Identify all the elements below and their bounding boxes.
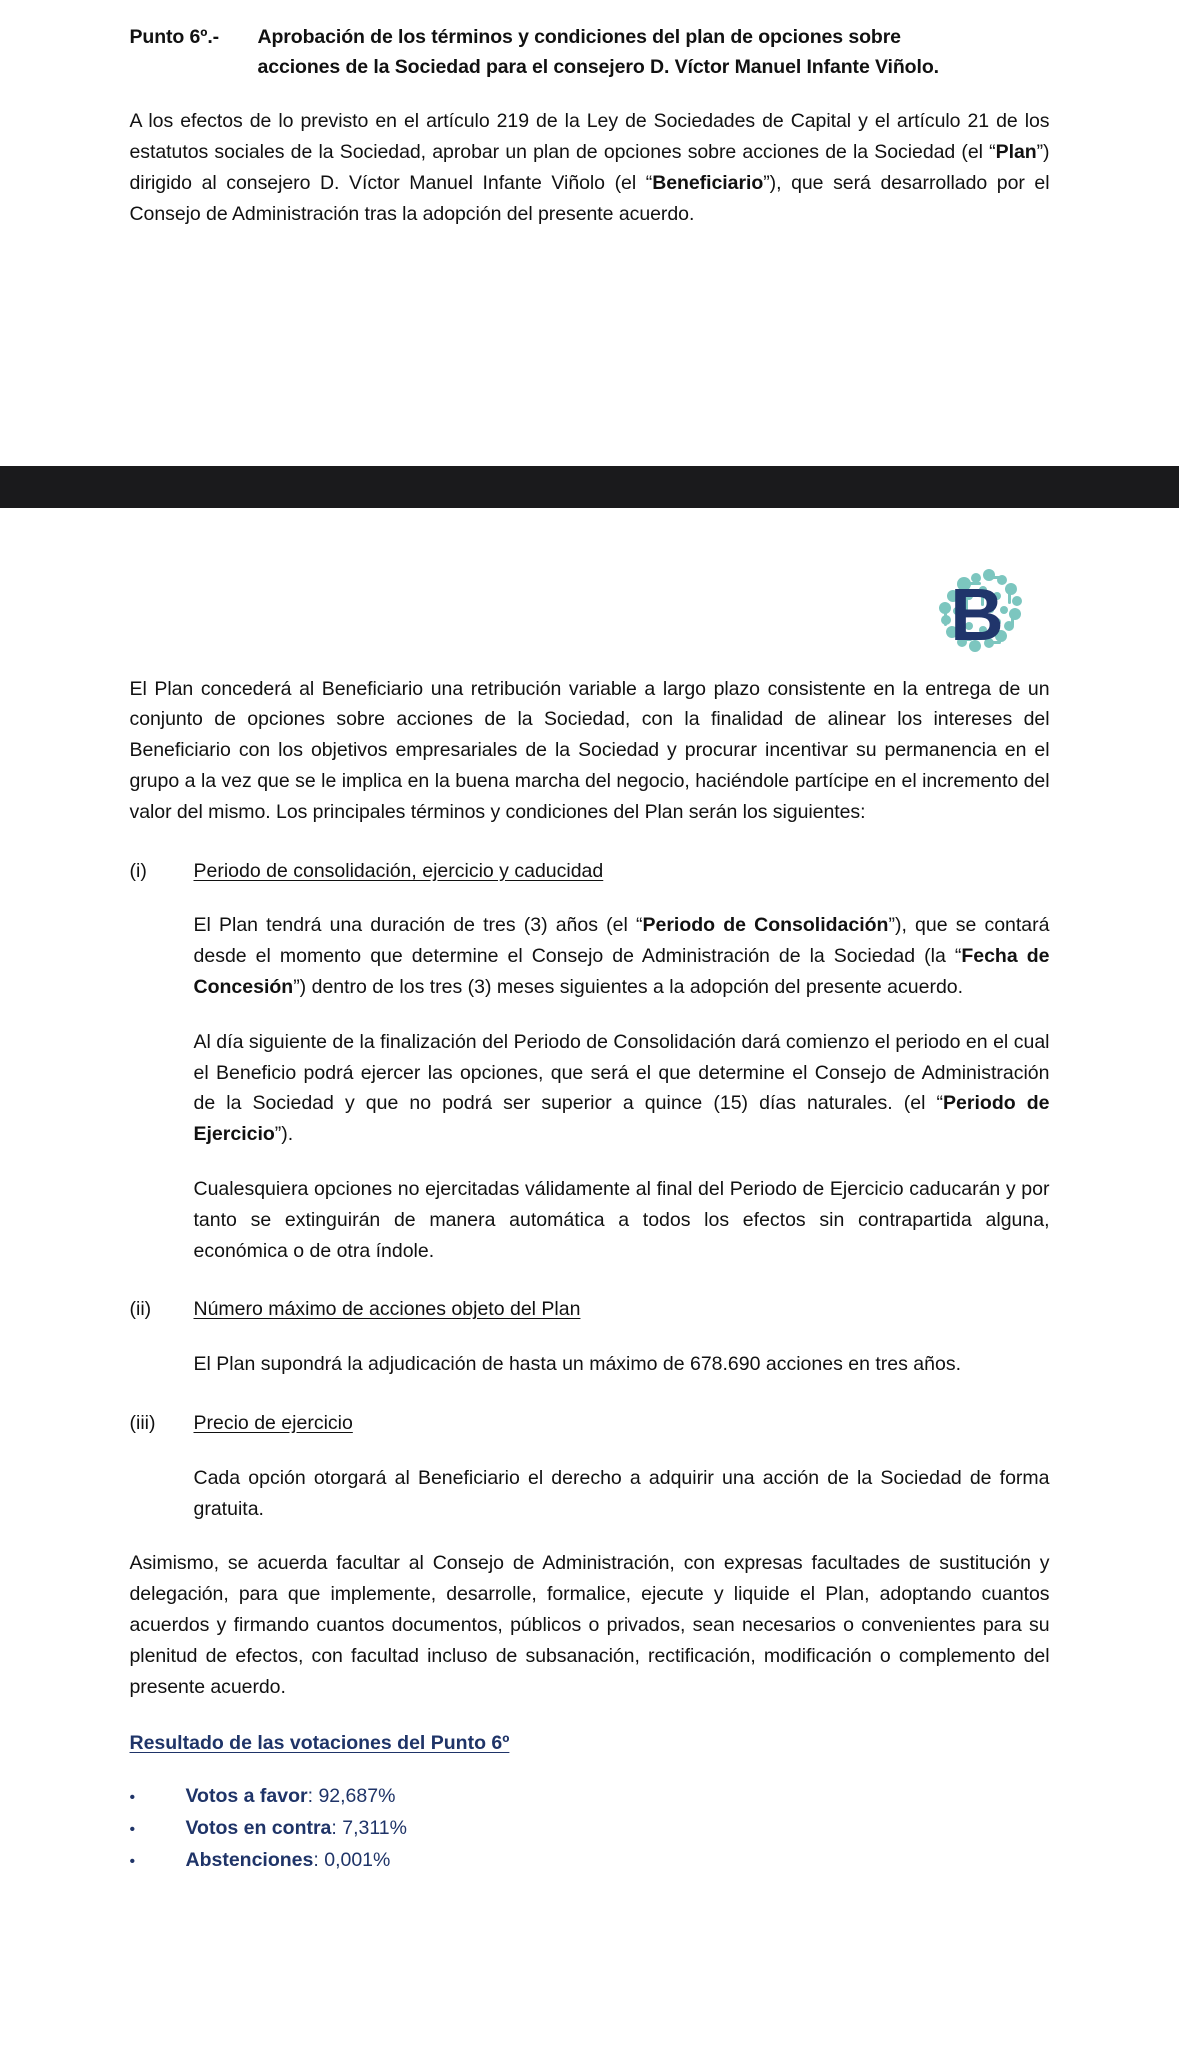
intro-part-3: ”), que será desarrollado por el Consejo de Administración tras la adopción del presente acuerdo. [129,172,1050,225]
bullet-icon: • [129,1820,136,1838]
closing-paragraph: Asimismo, se acuerda facultar al Consejo de Administración, con expresas facultades de sustitución y delegación, para que implemente, desarrolle, formalice, ejecute y liquide el Plan, adoptando cuantos acuerdos y firmando cuantos documentos, públicos o privados, sean necesarios o convenientes para su plenitud de efectos, con facultad incluso de subsanación, rectificación, modificación o complemento del presente acuerdo. [129,1552,1050,1698]
vote-value-contra: 7,311% [342,1816,407,1839]
intro-part-2: ”) dirigido al consejero D. Víctor Manuel Infante Viñolo (el “ [129,141,1050,195]
clause-i-title: Periodo de consolidación, ejercicio y caducidad [193,859,604,882]
term-periodo-consolidacion: Periodo de Consolidación [642,914,889,937]
vote-separator-abstenciones: : [313,1848,325,1871]
intro-paragraph [130,106,1050,229]
clause-i-paragraph-2 [194,1027,1050,1150]
plan-description-paragraph: El Plan concederá al Beneficiario una retribución variable a largo plazo consistente en la entrega de un conjunto de opciones sobre acciones de la Sociedad, con la finalidad de alinear los intereses del Beneficiario con los objetivos empresariales de la Sociedad y procurar incentivar su permanencia en el grupo a la vez que se le implica en la buena marcha del negocio, haciéndole partícipe en el incremento del valor del mismo. Los principales términos y condiciones del Plan serán los siguientes: [129,677,1050,823]
logo-container [0,508,1179,654]
vote-item-abstenciones [130,1845,1050,1877]
agenda-item-number: Punto 6º.- [129,26,220,48]
page-fragment-bottom [0,508,1179,1876]
clause-iii-paragraph-1: Cada opción otorgará al Beneficiario el derecho a adquirir una acción de la Sociedad de forma gratuita. [193,1466,1050,1520]
page-separator-bar [0,466,1179,508]
clause-i-header [130,856,1050,887]
term-periodo-ejercicio: Periodo de Ejercicio [193,1092,1050,1146]
clause-i-p2-part1: Al día siguiente de la finalización del Periodo de Consolidación dará comienzo el periodo en el cual el Beneficio podrá ejercer las opciones, que será el que determine el Consejo de Administración de la Sociedad y que no podrá ser superior a quince (15) días naturales. (el “ [193,1030,1050,1115]
clause-i-p1-part1: El Plan tendrá una duración de tres (3) años (el “ [193,914,643,937]
clause-ii-paragraph-1: El Plan supondrá la adjudicación de hasta un máximo de 678.690 acciones en tres años. [193,1353,961,1376]
clause-i-number: (i) [129,859,147,882]
clause-ii-title: Número máximo de acciones objeto del Plan [193,1298,581,1321]
agenda-item-title [258,22,1050,82]
clause-iii-title: Precio de ejercicio [193,1411,353,1434]
vote-label-contra: Votos en contra [185,1816,332,1839]
bullet-icon: • [129,1852,136,1870]
voting-results-title: Resultado de las votaciones del Punto 6º [129,1732,510,1755]
clause-i-p1-part2: ”), que se contará desde el momento que determine el Consejo de Administración de la Sociedad (la “ [193,914,1050,968]
term-fecha-concesion: Fecha de Concesión [193,945,1050,998]
clause-iii-number: (iii) [129,1411,156,1434]
svg-text:B: B [950,572,1004,654]
clause-iii-header [130,1408,1050,1439]
content-column-top [130,22,1050,466]
vote-separator-contra: : [331,1816,343,1839]
vote-separator-favor: : [307,1785,319,1808]
vote-item-favor [130,1781,1050,1813]
top-whitespace [130,230,1050,466]
page-fragment-top [0,0,1179,466]
vote-item-contra [130,1813,1050,1845]
clause-ii-header [130,1294,1050,1325]
agenda-item-title-line1: Aprobación de los términos y condiciones del plan de opciones sobre [257,26,901,48]
content-column-bottom [130,674,1050,1876]
clause-i-paragraph-3: Cualesquiera opciones no ejercitadas válidamente al final del Periodo de Ejercicio caducarán y por tanto se extinguirán de manera automática a todos los efectos sin contrapartida alguna, económica o de otra índole. [193,1177,1050,1262]
vote-value-favor: 92,687% [318,1785,396,1808]
agenda-item-heading [130,22,1050,82]
voting-results-list [130,1781,1050,1876]
company-logo-b-icon [923,566,1031,654]
term-plan: Plan [995,141,1037,164]
clause-i-p2-part2: ”). [274,1123,294,1146]
term-beneficiario: Beneficiario [652,172,764,195]
vote-label-favor: Votos a favor [185,1785,308,1808]
clause-ii-number: (ii) [129,1298,152,1321]
clause-i-paragraph-1 [194,910,1050,1002]
clause-i-p1-part3: ”) dentro de los tres (3) meses siguientes a la adopción del presente acuerdo. [293,976,964,998]
vote-label-abstenciones: Abstenciones [185,1848,314,1871]
intro-part-1: A los efectos de lo previsto en el artículo 219 de la Ley de Sociedades de Capital y el artículo 21 de los estatutos sociales de la Sociedad, aprobar un plan de opciones sobre acciones de la Sociedad (el “ [129,110,1050,164]
bullet-icon: • [129,1789,136,1807]
vote-value-abstenciones: 0,001% [324,1848,391,1871]
agenda-item-title-line2: acciones de la Sociedad para el consejero D. Víctor Manuel Infante Viñolo. [257,56,939,79]
